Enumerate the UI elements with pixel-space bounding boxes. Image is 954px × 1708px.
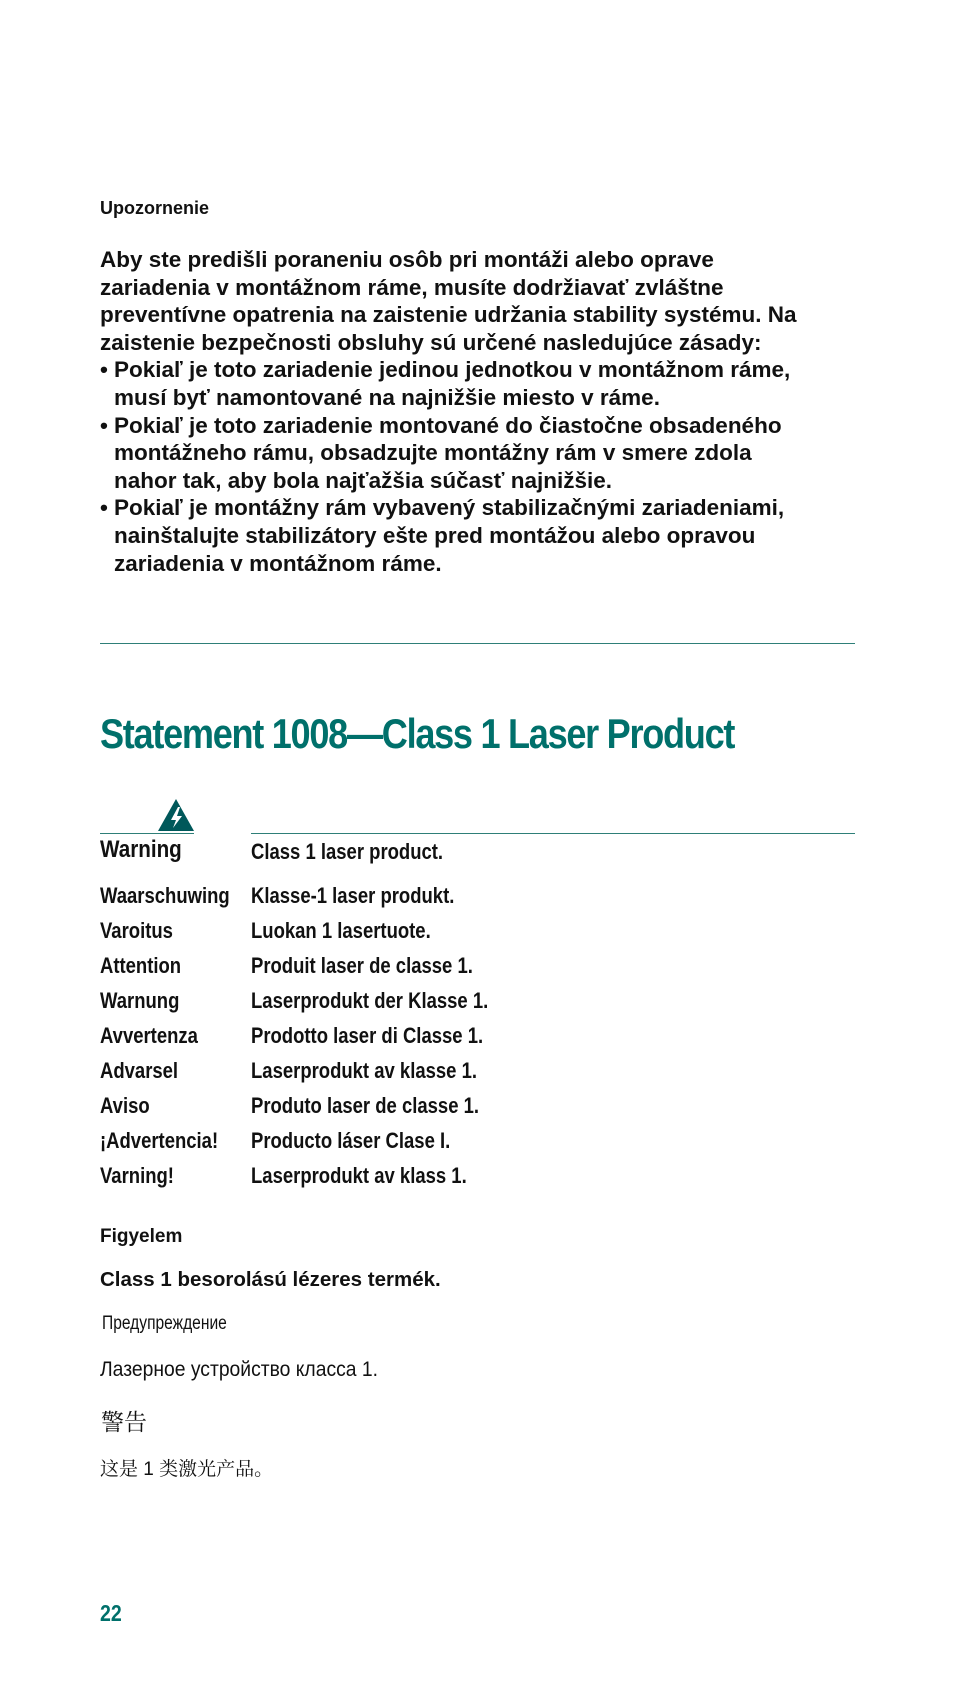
hungarian-label: Figyelem xyxy=(100,1226,183,1247)
hungarian-text: Class 1 besorolású lézeres termék. xyxy=(100,1268,441,1291)
russian-label: Предупреждение xyxy=(102,1313,227,1334)
statement-heading: Statement 1008—Class 1 Laser Product xyxy=(100,710,735,757)
translation-text: Prodotto laser di Classe 1. xyxy=(251,1023,484,1048)
chinese-label: 警告 xyxy=(101,1409,147,1435)
translation-label: Advarsel xyxy=(100,1058,179,1083)
page-number: 22 xyxy=(100,1600,122,1626)
bullet-glyph: • xyxy=(100,357,108,383)
translation-label: Varoitus xyxy=(100,918,173,943)
translation-text: Laserprodukt der Klasse 1. xyxy=(251,988,489,1013)
list-item xyxy=(100,412,800,495)
translation-label: Avvertenza xyxy=(100,1023,198,1048)
list-item xyxy=(100,494,800,577)
chinese-text: 这是 1 类激光产品。 xyxy=(100,1459,274,1480)
translation-label: Aviso xyxy=(100,1093,150,1118)
electrical-hazard-warning-icon xyxy=(157,798,195,832)
slovak-intro: Aby ste predišli poraneniu osôb pri montáži alebo oprave zariadenia v montážnom ráme, musíte dodržiavať zvláštne preventívne opatrenia na zaistenie udržania stability systému. Na zaistenie bezpečnosti obsluhy sú určené nasledujúce zásady: xyxy=(100,247,797,355)
bullet-glyph: • xyxy=(100,412,108,438)
warning-label: Warning xyxy=(100,836,182,863)
warning-rule-left xyxy=(100,833,194,834)
bullet-glyph: • xyxy=(100,495,108,521)
section-divider xyxy=(100,643,855,644)
bullet-text: Pokiaľ je toto zariadenie jedinou jednotkou v montážnom ráme, musí byť namontované na najnižšie miesto v ráme. xyxy=(114,357,791,410)
translation-text: Laserprodukt av klass 1. xyxy=(251,1163,467,1188)
translation-label: Waarschuwing xyxy=(100,883,230,908)
translation-label: Attention xyxy=(100,953,182,978)
list-item xyxy=(100,356,800,411)
slovak-bullet-list xyxy=(100,356,800,577)
translation-label: Varning! xyxy=(100,1163,174,1188)
translation-text: Laserprodukt av klasse 1. xyxy=(251,1058,477,1083)
warning-text: Class 1 laser product. xyxy=(251,839,444,864)
warning-rule-right xyxy=(251,833,855,834)
translation-label: ¡Advertencia! xyxy=(100,1128,219,1153)
slovak-warning-body xyxy=(100,246,800,577)
translation-text: Klasse-1 laser produkt. xyxy=(251,883,455,908)
translation-text: Produto laser de classe 1. xyxy=(251,1093,480,1118)
bullet-text: Pokiaľ je montážny rám vybavený stabilizačnými zariadeniami, nainštalujte stabilizátory ešte pred montážou alebo opravou zariadenia v montážnom ráme. xyxy=(114,495,785,576)
russian-text: Лазерное устройство класса 1. xyxy=(100,1358,379,1381)
bullet-text: Pokiaľ je toto zariadenie montované do čiastočne obsadeného montážneho rámu, obsadzujte montážny rám v smere zdola nahor tak, aby bola najťažšia súčasť najnižšie. xyxy=(114,412,782,493)
translation-text: Producto láser Clase I. xyxy=(251,1128,451,1153)
translation-label: Warnung xyxy=(100,988,180,1013)
translation-text: Produit laser de classe 1. xyxy=(251,953,473,978)
slovak-warning-label: Upozornenie xyxy=(100,198,210,218)
translation-text: Luokan 1 lasertuote. xyxy=(251,918,431,943)
